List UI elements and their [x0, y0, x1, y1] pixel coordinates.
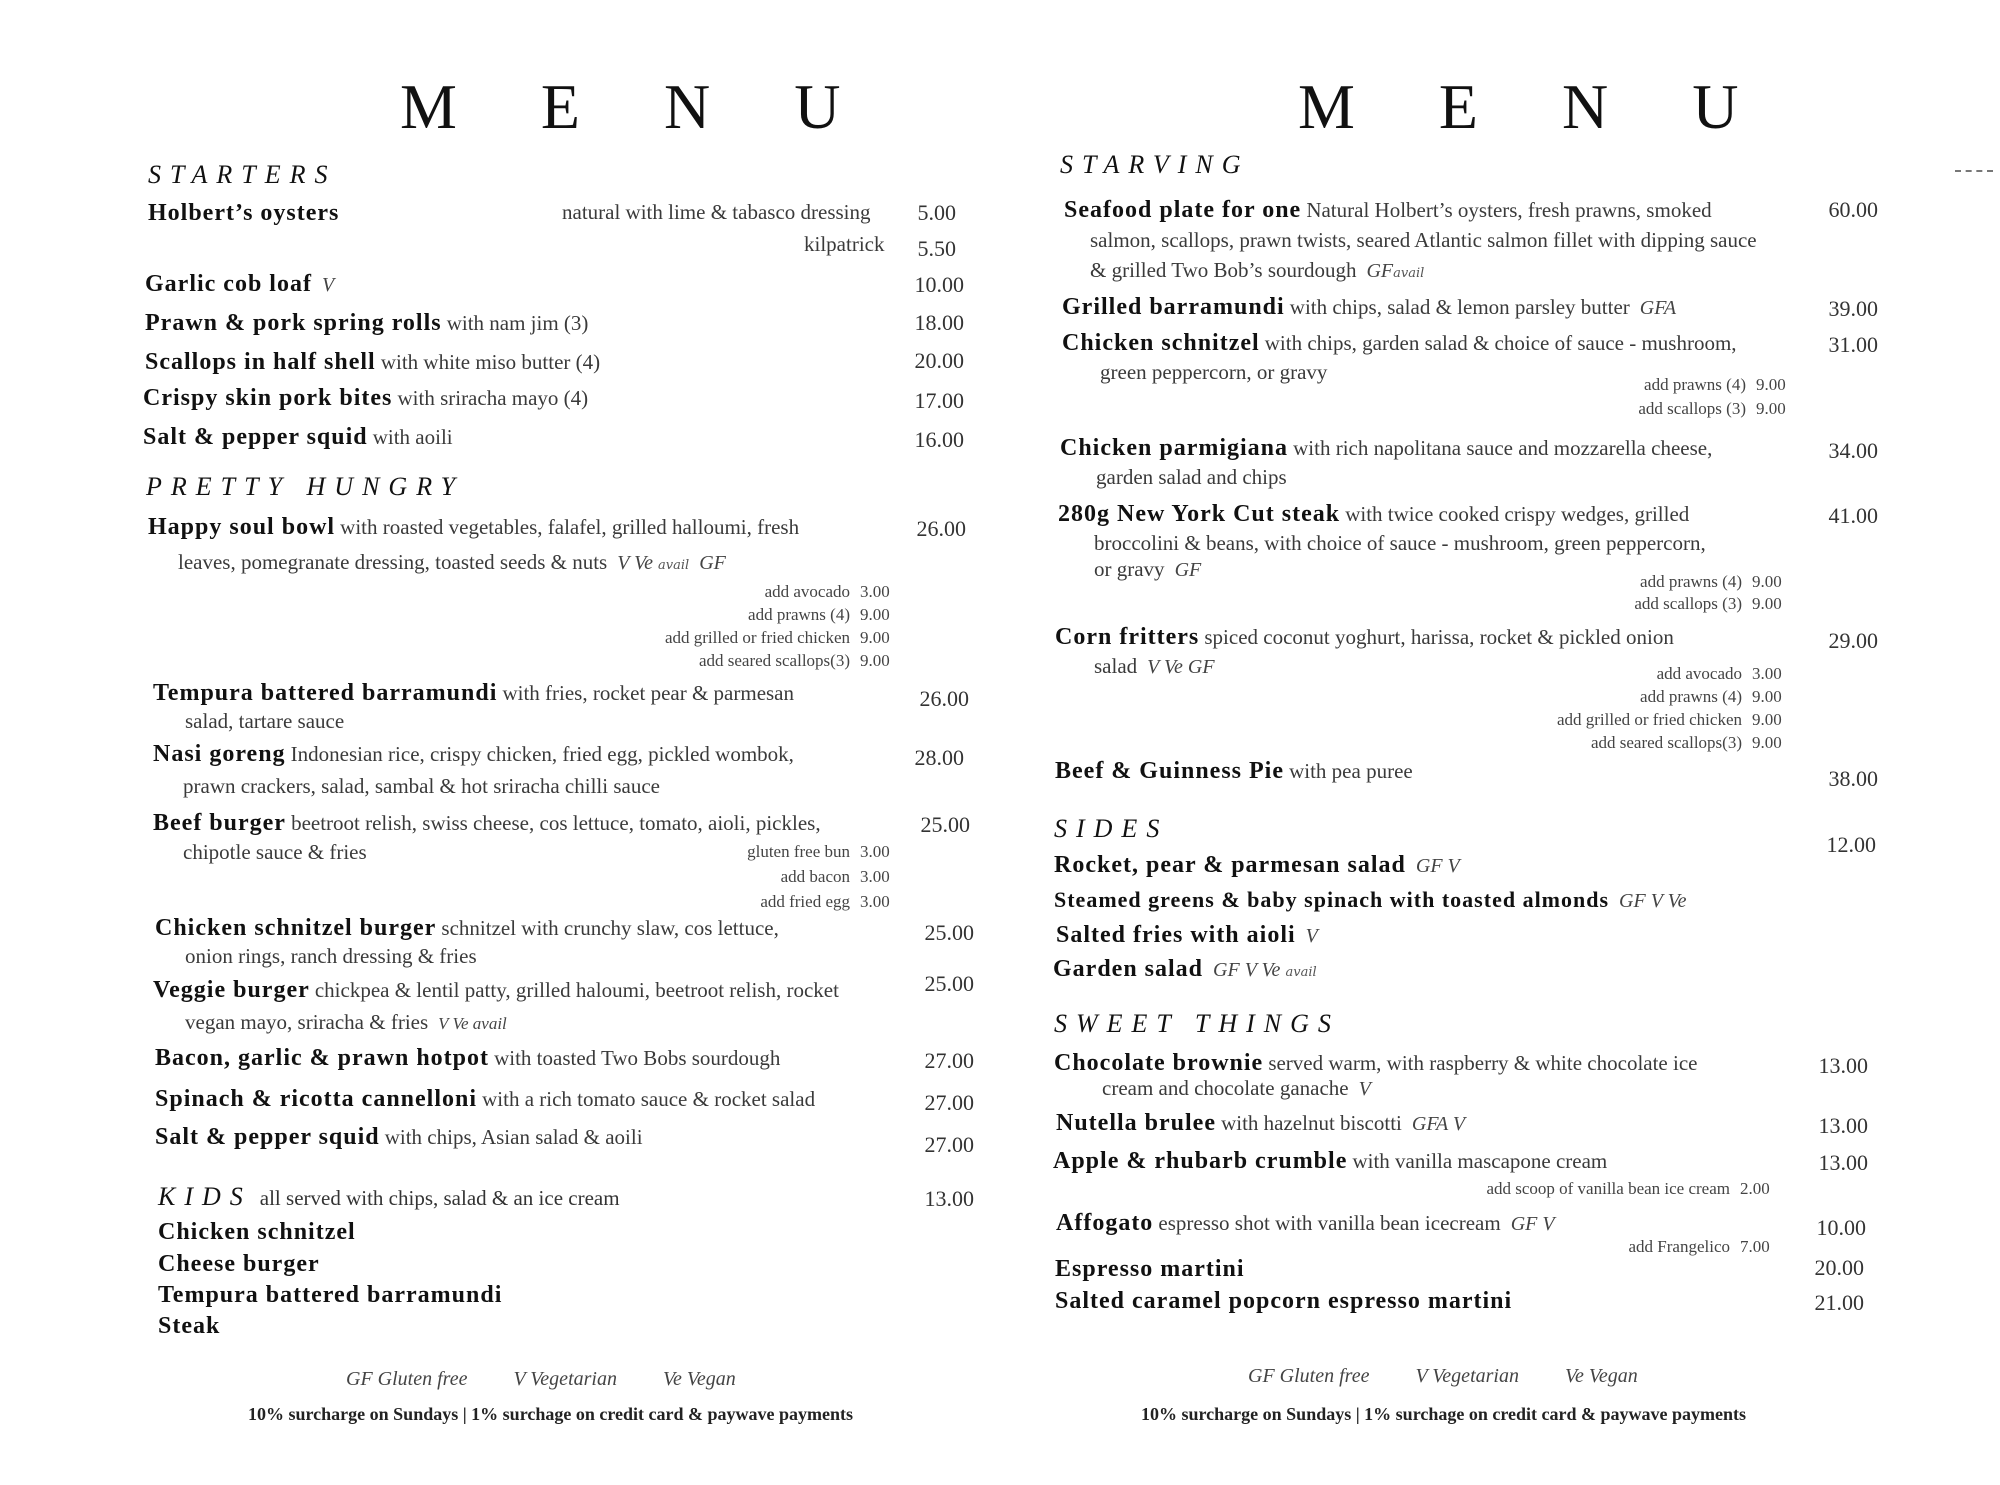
addon-frangelico: add Frangelico 7.00	[1628, 1237, 1770, 1256]
menu-item-pork-bites: Crispy skin pork bites with sriracha mayo (4)	[143, 385, 589, 411]
menu-item-scallops: Scallops in half shell with white miso butter (4)	[145, 349, 601, 375]
addon-scallops: add scallops (3) 9.00	[1638, 399, 1786, 418]
section-starters: STARTERS	[148, 160, 337, 189]
section-pretty-hungry: PRETTY HUNGRY	[146, 472, 465, 501]
price: 31.00	[1828, 332, 1878, 357]
addon-scallops: add scallops (3) 9.00	[1634, 594, 1782, 613]
price: 26.00	[919, 686, 969, 711]
menu-item-tempura-barramundi: Tempura battered barramundi with fries, rocket pear & parmesan	[153, 680, 795, 706]
description-line: vegan mayo, sriracha & fries V Ve avail	[185, 1010, 507, 1034]
menu-item-squid-starter: Salt & pepper squid with aoili	[143, 424, 453, 450]
price: 28.00	[914, 745, 964, 770]
section-sides: SIDES	[1054, 814, 1169, 843]
menu-title: M E N U	[400, 71, 875, 142]
menu-item-brownie: Chocolate brownie served warm, with raspberry & white chocolate ice	[1054, 1050, 1698, 1076]
menu-item-affogato: Affogato espresso shot with vanilla bean icecream GF V	[1056, 1210, 1555, 1236]
description-line: chipotle sauce & fries	[183, 840, 367, 864]
addon-prawns: add prawns (4) 9.00	[1640, 687, 1782, 706]
menu-item-seafood-plate: Seafood plate for one Natural Holbert’s oysters, fresh prawns, smoked	[1064, 197, 1712, 223]
menu-item-hotpot: Bacon, garlic & prawn hotpot with toasted Two Bobs sourdough	[155, 1045, 781, 1071]
description-line: or gravy GF	[1094, 557, 1202, 581]
kids-item: Steak	[158, 1313, 221, 1339]
menu-item-nutella-brulee: Nutella brulee with hazelnut biscotti GFA V	[1056, 1110, 1466, 1136]
menu-item-cannelloni: Spinach & ricotta cannelloni with a rich tomato sauce & rocket salad	[155, 1086, 816, 1112]
addon-prawns: add prawns (4) 9.00	[1644, 375, 1786, 394]
description-line: salad V Ve GF	[1094, 654, 1215, 678]
edge-mark	[1955, 170, 1993, 172]
addon-chicken: add grilled or fried chicken 9.00	[664, 628, 890, 647]
price: 13.00	[1818, 1053, 1868, 1078]
addon-gf-bun: gluten free bun 3.00	[747, 842, 890, 861]
menu-item-ny-steak: 280g New York Cut steak with twice cooked crispy wedges, grilled	[1058, 501, 1690, 527]
menu-item-chicken-parmigiana: Chicken parmigiana with rich napolitana sauce and mozzarella cheese,	[1060, 435, 1713, 461]
oyster-option-kilpatrick: kilpatrick	[804, 232, 885, 256]
price: 20.00	[1814, 1255, 1864, 1280]
price: 34.00	[1828, 438, 1878, 463]
price: 13.00	[924, 1186, 974, 1211]
price: 13.00	[1818, 1113, 1868, 1138]
price: 27.00	[924, 1090, 974, 1115]
addon-avocado: add avocado 3.00	[1656, 664, 1782, 683]
section-kids: KIDS all served with chips, salad & an ice cream	[158, 1182, 620, 1211]
menu-item-oysters: Holbert’s oysters	[148, 200, 340, 226]
price: 21.00	[1814, 1290, 1864, 1315]
menu-item-chicken-schnitzel: Chicken schnitzel with chips, garden salad & choice of sauce - mushroom,	[1062, 330, 1737, 356]
oyster-option-natural: natural with lime & tabasco dressing	[562, 200, 871, 224]
addon-fried-egg: add fried egg 3.00	[760, 892, 890, 911]
menu-item-squid-main: Salt & pepper squid with chips, Asian salad & aoili	[155, 1124, 643, 1150]
price: 10.00	[914, 272, 964, 297]
description-line: salad, tartare sauce	[185, 709, 345, 733]
menu-item-beef-burger: Beef burger beetroot relish, swiss cheese, cos lettuce, tomato, aioli, pickles,	[153, 810, 821, 836]
price: 25.00	[920, 812, 970, 837]
price: 18.00	[914, 310, 964, 335]
side-item: Rocket, pear & parmesan salad GF V	[1054, 852, 1460, 878]
addon-scallops: add seared scallops(3) 9.00	[698, 651, 890, 670]
price: 29.00	[1828, 628, 1878, 653]
section-starving: STARVING	[1060, 150, 1250, 179]
price: 20.00	[914, 348, 964, 373]
price: 38.00	[1828, 766, 1878, 791]
right-menu-page	[1000, 0, 2000, 1485]
price: 39.00	[1828, 296, 1878, 321]
description-line: cream and chocolate ganache V	[1102, 1076, 1371, 1100]
price: 41.00	[1828, 503, 1878, 528]
description-line: green peppercorn, or gravy	[1100, 360, 1328, 384]
description-line: garden salad and chips	[1096, 465, 1287, 489]
description-line: & grilled Two Bob’s sourdough GFavail	[1090, 258, 1425, 282]
menu-item-crumble: Apple & rhubarb crumble with vanilla mascapone cream	[1053, 1148, 1608, 1174]
menu-item-garlic-cob: Garlic cob loaf V	[145, 271, 335, 297]
menu-item-grilled-barramundi: Grilled barramundi with chips, salad & lemon parsley butter GFA	[1062, 294, 1677, 320]
description-line: leaves, pomegranate dressing, toasted seeds & nuts V Ve avail GF	[178, 550, 726, 574]
dietary-legend: GF Gluten free V Vegetarian Ve Vegan	[346, 1368, 736, 1390]
price: 5.00	[917, 200, 956, 225]
price: 13.00	[1818, 1150, 1868, 1175]
addon-ice-cream: add scoop of vanilla bean ice cream 2.00	[1486, 1179, 1770, 1198]
side-item: Steamed greens & baby spinach with toasted almonds GF V Ve	[1054, 887, 1687, 912]
price: 27.00	[924, 1048, 974, 1073]
side-item: Garden salad GF V Ve avail	[1053, 956, 1317, 982]
description-line: prawn crackers, salad, sambal & hot sriracha chilli sauce	[183, 774, 660, 798]
price: 5.50	[917, 236, 956, 261]
menu-item-nasi-goreng: Nasi goreng Indonesian rice, crispy chicken, fried egg, pickled wombok,	[153, 741, 794, 767]
price: 12.00	[1826, 832, 1876, 857]
addon-prawns: add prawns (4) 9.00	[748, 605, 890, 624]
menu-item-veggie-burger: Veggie burger chickpea & lentil patty, grilled haloumi, beetroot relish, rocket	[153, 977, 839, 1003]
menu-item-schnitzel-burger: Chicken schnitzel burger schnitzel with crunchy slaw, cos lettuce,	[155, 915, 779, 941]
price: 10.00	[1816, 1215, 1866, 1240]
price: 25.00	[924, 971, 974, 996]
menu-title: M E N U	[1298, 71, 1773, 142]
addon-chicken: add grilled or fried chicken 9.00	[1556, 710, 1782, 729]
price: 16.00	[914, 427, 964, 452]
menu-item-espresso-martini: Espresso martini	[1055, 1256, 1245, 1282]
menu-item-happy-soul-bowl: Happy soul bowl with roasted vegetables, falafel, grilled halloumi, fresh	[148, 514, 800, 540]
menu-item-guinness-pie: Beef & Guinness Pie with pea puree	[1055, 758, 1413, 784]
side-item: Salted fries with aioli V	[1056, 922, 1318, 948]
addon-scallops: add seared scallops(3) 9.00	[1590, 733, 1782, 752]
description-line: broccolini & beans, with choice of sauce - mushroom, green peppercorn,	[1094, 531, 1706, 555]
addon-prawns: add prawns (4) 9.00	[1640, 572, 1782, 591]
surcharge-footer: 10% surcharge on Sundays | 1% surchage on credit card & paywave payments	[248, 1404, 853, 1424]
description-line: salmon, scallops, prawn twists, seared Atlantic salmon fillet with dipping sauce	[1090, 228, 1757, 252]
menu-item-popcorn-martini: Salted caramel popcorn espresso martini	[1055, 1288, 1513, 1314]
menu-item-corn-fritters: Corn fritters spiced coconut yoghurt, harissa, rocket & pickled onion	[1055, 624, 1674, 650]
price: 25.00	[924, 920, 974, 945]
menu-item-spring-rolls: Prawn & pork spring rolls with nam jim (3)	[145, 310, 589, 336]
price: 17.00	[914, 388, 964, 413]
kids-item: Tempura battered barramundi	[158, 1282, 503, 1308]
dietary-legend: GF Gluten free V Vegetarian Ve Vegan	[1248, 1365, 1638, 1387]
surcharge-footer: 10% surcharge on Sundays | 1% surchage on credit card & paywave payments	[1141, 1404, 1746, 1424]
addon-avocado: add avocado 3.00	[764, 582, 890, 601]
price: 60.00	[1828, 197, 1878, 222]
kids-item: Cheese burger	[158, 1251, 320, 1277]
kids-item: Chicken schnitzel	[158, 1219, 356, 1245]
section-sweet-things: SWEET THINGS	[1054, 1009, 1340, 1038]
price: 26.00	[916, 516, 966, 541]
price: 27.00	[924, 1132, 974, 1157]
description-line: onion rings, ranch dressing & fries	[185, 944, 477, 968]
addon-bacon: add bacon 3.00	[780, 867, 890, 886]
